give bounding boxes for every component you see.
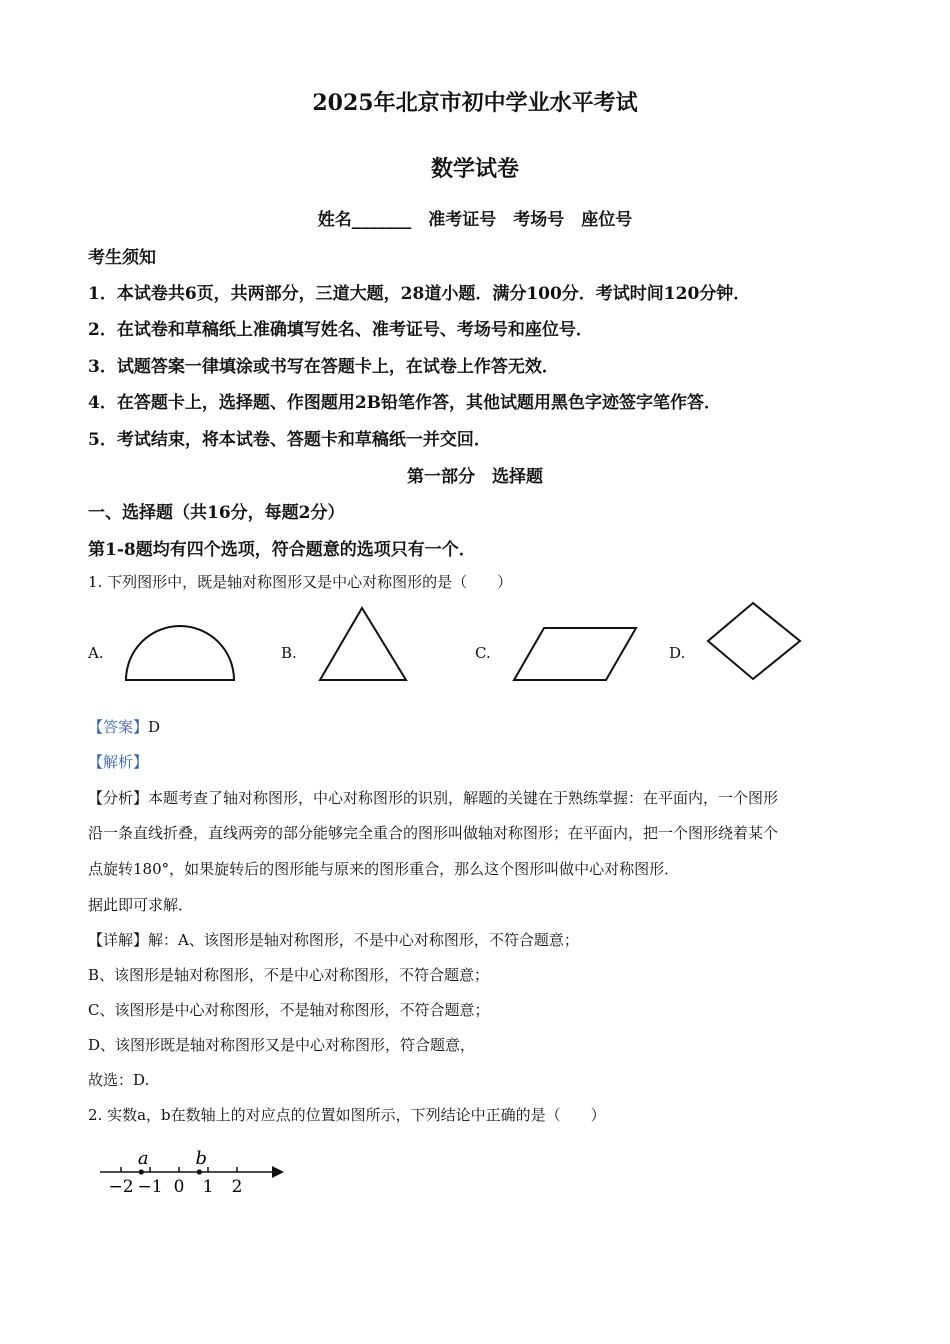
number-line-tick-label: 0 [173, 1177, 185, 1197]
section-instruction: 第1-8题均有四个选项，符合题意的选项只有一个． [88, 540, 476, 560]
analysis-tag: 【解析】 [88, 753, 149, 771]
answer-value: D [148, 718, 161, 736]
part-title: 第一部分 选择题 [407, 467, 543, 487]
triangle-icon [318, 606, 408, 682]
option-b-label: B. [281, 644, 297, 662]
number-line-tick-label: −1 [137, 1177, 163, 1197]
detail-line: D、该图形既是轴对称图形又是中心对称图形，符合题意， [88, 1036, 476, 1054]
notice-item: 1．本试卷共6页，共两部分，三道大题，28道小题．满分100分．考试时间120分钟． [88, 284, 751, 304]
notice-item: 2．在试卷和草稿纸上准确填写姓名、准考证号、考场号和座位号． [88, 320, 593, 340]
arrow-right-icon [272, 1166, 284, 1178]
detail-line: B、该图形是轴对称图形，不是中心对称图形，不符合题意； [88, 966, 490, 984]
question-2-stem: 2. 实数a，b在数轴上的对应点的位置如图所示，下列结论中正确的是（ ） [88, 1106, 606, 1124]
detail-line: 【详解】解：A、该图形是轴对称图形，不是中心对称图形，不符合题意； [88, 931, 579, 949]
parallelogram-icon [512, 626, 638, 682]
option-a-label: A. [88, 644, 104, 662]
question-1-stem: 1. 下列图形中，既是轴对称图形又是中心对称图形的是（ ） [88, 573, 513, 591]
section-heading: 一、选择题（共16分，每题2分） [88, 503, 345, 523]
exam-subtitle: 数学试卷 [430, 156, 519, 182]
semicircle-icon [124, 626, 236, 682]
analysis-line: 【分析】本题考查了轴对称图形，中心对称图形的识别，解题的关键在于熟练掌握：在平面内，一个图形 [88, 789, 779, 807]
analysis-line: 点旋转180°，如果旋转后的图形能与原来的图形重合，那么这个图形叫做中心对称图形． [88, 860, 680, 878]
exam-title: 2025年北京市初中学业水平考试 [312, 90, 638, 116]
analysis-line: 沿一条直线折叠，直线两旁的部分能够完全重合的图形叫做轴对称图形；在平面内，把一个图形绕着某个 [88, 824, 779, 842]
notice-item: 3．试题答案一律填涂或书写在答题卡上，在试卷上作答无效． [88, 357, 559, 377]
number-line [96, 1144, 292, 1200]
notice-item: 4．在答题卡上，选择题、作图题用2B铅笔作答，其他试题用黑色字迹签字笔作答． [88, 393, 722, 413]
candidate-fields: 姓名_______ 准考证号 考场号 座位号 [317, 210, 633, 230]
answer-tag: 【答案】 [88, 718, 149, 736]
number-line-point [197, 1169, 202, 1174]
notice-heading: 考生须知 [88, 248, 156, 268]
number-line-point-label: b [195, 1148, 208, 1169]
conclusion-line: 故选：D. [88, 1071, 150, 1089]
answer-row [88, 716, 160, 737]
analysis-line: 据此即可求解． [88, 896, 194, 914]
number-line-point [139, 1169, 144, 1174]
detail-line: C、该图形是中心对称图形，不是轴对称图形，不符合题意； [88, 1001, 490, 1019]
notice-item: 5．考试结束，将本试卷、答题卡和草稿纸一并交回． [88, 430, 491, 450]
number-line-point-label: a [137, 1148, 149, 1169]
option-c-label: C. [475, 644, 491, 662]
number-line-tick-label: 1 [202, 1177, 214, 1197]
option-d-label: D. [669, 644, 686, 662]
square-icon [706, 601, 802, 681]
number-line-tick-label: −2 [108, 1177, 134, 1197]
number-line-tick-label: 2 [231, 1177, 243, 1197]
